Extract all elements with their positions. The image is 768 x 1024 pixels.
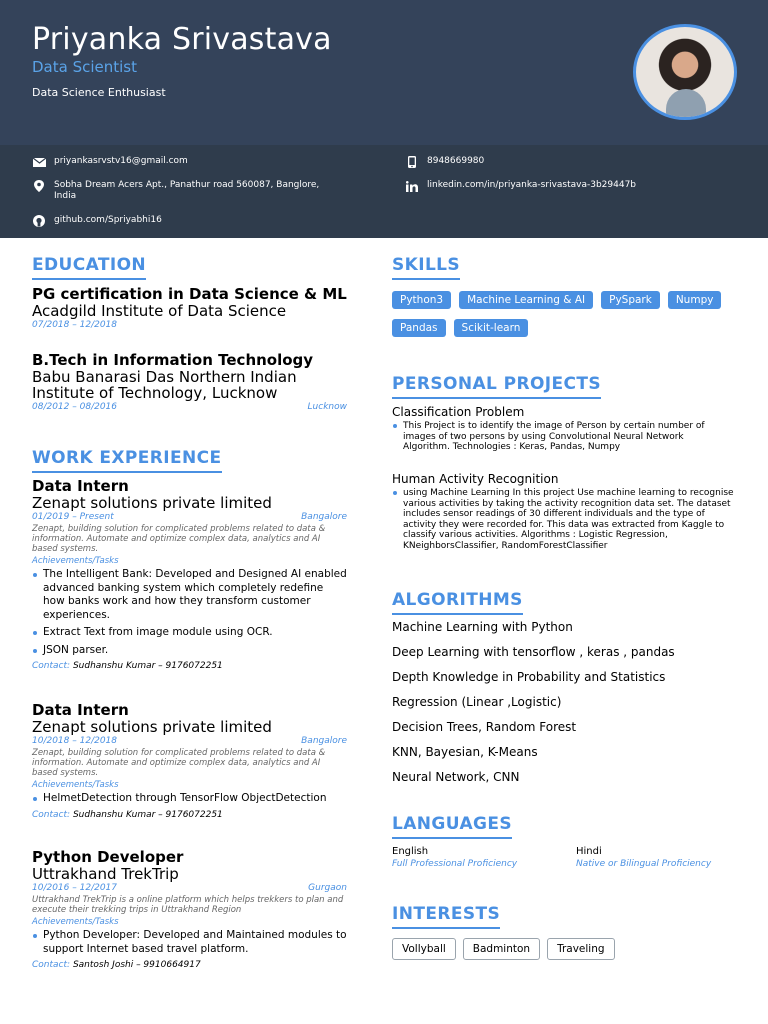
- achievements-label: Achievements/Tasks: [32, 917, 119, 927]
- envelope-icon: [32, 156, 46, 168]
- section-title-education: EDUCATION: [32, 255, 146, 280]
- reference-contact: [32, 661, 347, 671]
- algorithm-item: Decision Trees, Random Forest: [392, 720, 577, 734]
- linkedin-text: linkedin.com/in/priyanka-srivastava-3b29447b: [427, 180, 637, 190]
- section-title-personal-projects: PERSONAL PROJECTS: [392, 374, 601, 399]
- contact-address: [32, 180, 352, 202]
- company: Zenapt solutions private limited: [32, 718, 272, 736]
- company-description: Zenapt, building solution for complicated problems related to data & information. Automate and optimize complex data, analytics and AI based systems.: [32, 748, 326, 778]
- language-item: [576, 846, 711, 869]
- algorithm-item: Machine Learning with Python: [392, 620, 573, 634]
- role: Data Intern: [32, 701, 129, 719]
- section-title-algorithms: ALGORITHMS: [392, 590, 523, 615]
- contact-label: Contact:: [32, 809, 71, 820]
- achievement-list: [32, 929, 347, 956]
- company: Zenapt solutions private limited: [32, 494, 272, 512]
- company-description: Zenapt, building solution for complicated problems related to data & information. Automate and optimize complex data, analytics and AI based systems.: [32, 524, 326, 554]
- work-entry: [32, 478, 347, 671]
- resume-header: [0, 0, 768, 145]
- algorithm-item: Regression (Linear ,Logistic): [392, 695, 562, 709]
- entry-meta: [32, 402, 347, 412]
- education-entry: [32, 286, 347, 330]
- achievement-item: The Intelligent Bank: Developed and Designed AI enabled advanced banking system which completely redefine how banks work and how they transform customer experiences.: [32, 568, 347, 622]
- map-pin-icon: [32, 180, 46, 192]
- achievement-item: Extract Text from image module using OCR.: [32, 626, 347, 640]
- contact-bar: [0, 145, 768, 238]
- job-title: Data Scientist: [32, 58, 137, 76]
- achievements-label: Achievements/Tasks: [32, 780, 119, 790]
- section-title-skills: SKILLS: [392, 255, 460, 280]
- project-item: [392, 405, 727, 453]
- algorithm-item: Depth Knowledge in Probability and Statistics: [392, 670, 666, 684]
- entry-meta: [32, 883, 347, 893]
- interest-tag: Vollyball: [392, 938, 456, 960]
- algorithm-item: Deep Learning with tensorflow , keras , pandas: [392, 645, 675, 659]
- role: Python Developer: [32, 848, 184, 866]
- interest-tag: Traveling: [547, 938, 614, 960]
- dates: 10/2016 – 12/2017: [32, 883, 117, 893]
- dates: 08/2012 – 08/2016: [32, 402, 117, 412]
- skill-tag: PySpark: [601, 291, 660, 309]
- reference-contact: [32, 960, 347, 970]
- phone-icon: [405, 156, 419, 168]
- achievement-item: Python Developer: Developed and Maintained modules to support Internet based travel platform.: [32, 929, 347, 956]
- section-title-work-experience: WORK EXPERIENCE: [32, 448, 222, 473]
- avatar: [633, 24, 737, 120]
- work-entry: [32, 849, 347, 970]
- contact-value: Sudhanshu Kumar – 9176072251: [72, 809, 223, 820]
- achievement-item: JSON parser.: [32, 644, 347, 658]
- contact-label: Contact:: [32, 960, 71, 970]
- dates: 07/2018 – 12/2018: [32, 320, 117, 330]
- github-icon: [32, 215, 46, 227]
- project-description: This Project is to identify the image of Person by certain number of images of two persons by using Convolutional Neural Network Algorithm. Technologies : Keras, Pandas, Numpy: [392, 421, 727, 453]
- role: Data Intern: [32, 477, 129, 495]
- contact-value: Sudhanshu Kumar – 9176072251: [72, 661, 223, 671]
- algorithm-item: Neural Network, CNN: [392, 770, 520, 784]
- language-level: Native or Bilingual Proficiency: [576, 859, 712, 869]
- entry-meta: [32, 320, 347, 330]
- section-title-interests: INTERESTS: [392, 904, 500, 929]
- work-entry: [32, 702, 347, 820]
- interests-list: [392, 938, 615, 960]
- project-title: Human Activity Recognition: [392, 472, 559, 486]
- language-level: Full Professional Proficiency: [392, 859, 518, 869]
- location: Gurgaon: [308, 883, 347, 893]
- company-description: Uttrakhand TrekTrip is a online platform which helps trekkers to plan and execute their trekking trips in Uttrakhand Region: [32, 895, 344, 915]
- skill-tag: Python3: [392, 291, 451, 309]
- github-text: github.com/Spriyabhi16: [54, 215, 162, 225]
- entry-meta: [32, 736, 347, 746]
- reference-contact: [32, 810, 347, 820]
- skill-tag: Scikit-learn: [454, 319, 529, 337]
- degree: PG certification in Data Science & ML: [32, 285, 347, 303]
- location: Lucknow: [307, 402, 347, 412]
- skill-tag: Numpy: [668, 291, 722, 309]
- algorithm-item: KNN, Bayesian, K-Means: [392, 745, 538, 759]
- interest-tag: Badminton: [463, 938, 540, 960]
- skill-tag: Machine Learning & AI: [459, 291, 593, 309]
- achievement-list: [32, 568, 347, 657]
- contact-linkedin[interactable]: [405, 180, 636, 192]
- linkedin-icon: [405, 180, 419, 192]
- section-title-languages: LANGUAGES: [392, 814, 512, 839]
- degree: B.Tech in Information Technology: [32, 351, 314, 369]
- school: Babu Banarasi Das Northern Indian Institute of Technology, Lucknow: [32, 368, 297, 402]
- contact-phone[interactable]: [405, 156, 484, 168]
- contact-value: Santosh Joshi – 9910664917: [72, 960, 201, 970]
- person-name: Priyanka Srivastava: [32, 22, 332, 57]
- project-title: Classification Problem: [392, 405, 525, 419]
- achievement-list: [32, 792, 347, 806]
- school: Acadgild Institute of Data Science: [32, 302, 287, 320]
- dates: 10/2018 – 12/2018: [32, 736, 117, 746]
- location: Bangalore: [301, 512, 347, 522]
- achievement-item: HelmetDetection through TensorFlow ObjectDetection: [32, 792, 347, 806]
- phone-text: 8948669980: [427, 156, 485, 166]
- contact-github[interactable]: [32, 215, 162, 227]
- education-entry: [32, 352, 347, 412]
- skills-list: [392, 291, 737, 337]
- email-text: priyankasrvstv16@gmail.com: [54, 156, 188, 166]
- project-item: [392, 472, 737, 551]
- skill-tag: Pandas: [392, 319, 446, 337]
- entry-meta: [32, 512, 347, 522]
- dates: 01/2019 – Present: [32, 512, 114, 522]
- language-item: [392, 846, 517, 869]
- address-text: Sobha Dream Acers Apt., Panathur road 560087, Banglore, India: [54, 180, 320, 201]
- contact-email[interactable]: [32, 156, 188, 168]
- location: Bangalore: [301, 736, 347, 746]
- contact-label: Contact:: [32, 661, 71, 671]
- project-description: using Machine Learning In this project Use machine learning to recognise various activities by taking the activity recognition data set. The dataset includes sensor readings of 30 different individuals and the type of activity they were recorded for. This data was extracted from Kaggle to classify various activities. Algorithms : Logistic Regression, KNeighborsClassifier, RandomForestClassifier: [392, 488, 737, 551]
- language-name: Hindi: [576, 846, 602, 857]
- headline: Data Science Enthusiast: [32, 86, 166, 99]
- company: Uttrakhand TrekTrip: [32, 865, 179, 883]
- language-name: English: [392, 846, 429, 857]
- achievements-label: Achievements/Tasks: [32, 556, 119, 566]
